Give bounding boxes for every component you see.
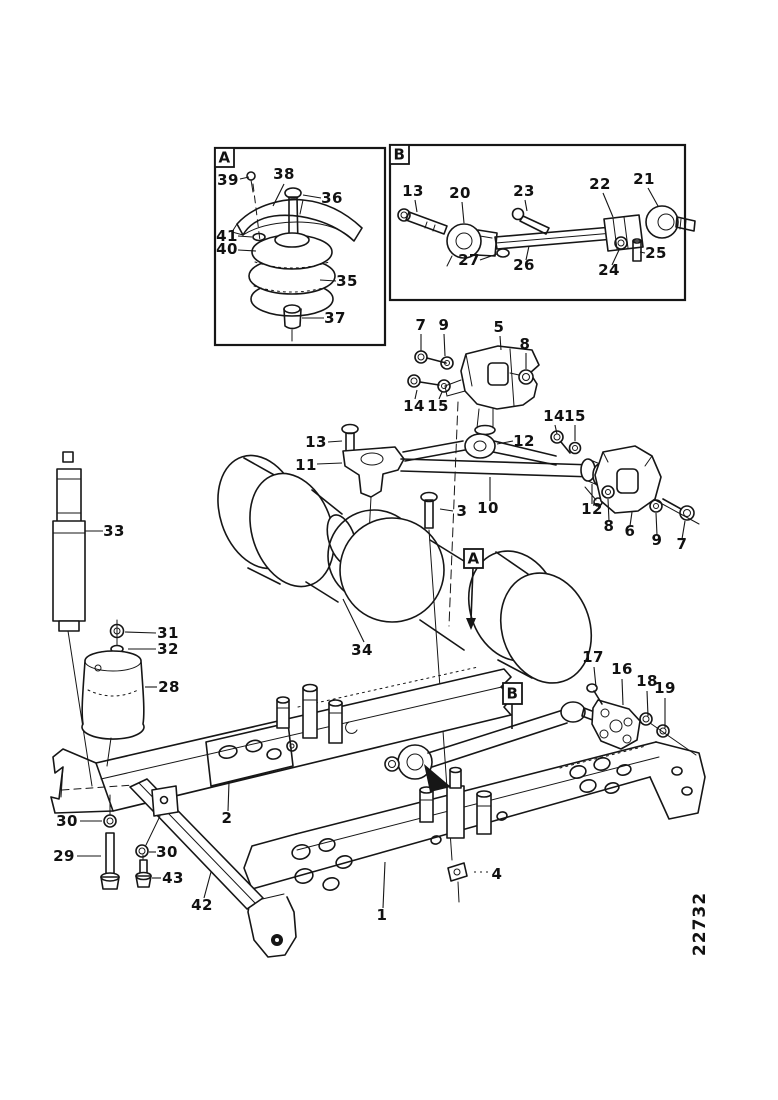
callout-leader (440, 509, 453, 511)
callout-label: 18 (636, 672, 658, 690)
callout-label: 13 (305, 433, 327, 451)
detail-ref-label: A (467, 549, 480, 568)
callout-label: 23 (513, 182, 535, 200)
callout-label: 10 (477, 499, 499, 517)
detail-ref-label: B (506, 684, 519, 703)
callout-label: 20 (449, 184, 471, 202)
callout-label: 37 (324, 309, 346, 327)
callout-label: 32 (157, 640, 179, 658)
callout-label: 9 (438, 316, 450, 334)
callout-leader (622, 679, 623, 705)
callout-label: 31 (157, 624, 179, 642)
inset-label: A (218, 148, 231, 167)
callout-label: 39 (217, 171, 239, 189)
axle-housing (204, 444, 605, 860)
callout-label: 12 (581, 500, 603, 518)
callout-label: 6 (624, 522, 636, 540)
callout-label: 42 (191, 896, 213, 914)
callout-label: 14 (543, 407, 565, 425)
shock-absorber (53, 452, 92, 786)
callout-leader (383, 862, 385, 908)
frame-rail-rear (244, 742, 705, 957)
callout-label: 33 (103, 522, 125, 540)
callout-label: 9 (651, 531, 663, 549)
callout-leader (328, 441, 342, 442)
callout-label: 7 (415, 316, 427, 334)
callout-label: 14 (403, 397, 425, 415)
callout-label: 3 (456, 502, 468, 520)
callout-leader (525, 200, 527, 211)
callout-label: 36 (321, 189, 343, 207)
callout-leader (415, 200, 417, 212)
callout-label: 2 (221, 809, 233, 827)
callout-leader (228, 782, 229, 811)
callout-label: 7 (676, 535, 688, 553)
callout-label: 25 (645, 244, 667, 262)
callout-label: 40 (216, 240, 238, 258)
callout-label: 38 (273, 165, 295, 183)
callout-label: 11 (295, 456, 317, 474)
callout-leader (303, 195, 321, 198)
callout-leader (273, 184, 284, 206)
callout-label: 15 (427, 397, 449, 415)
callout-label: 41 (216, 227, 238, 245)
callout-label: 35 (336, 272, 358, 290)
callout-label: 29 (53, 847, 75, 865)
callout-label: 34 (351, 641, 373, 659)
detail-ref-leader (471, 568, 473, 620)
callout-leader (603, 193, 613, 217)
callout-leader (238, 236, 252, 237)
callout-label: 30 (156, 843, 178, 861)
cross-tube (130, 779, 263, 909)
callout-label: 17 (582, 648, 604, 666)
callout-label: 12 (513, 432, 535, 450)
callout-label: 43 (162, 869, 184, 887)
callout-label: 22 (589, 175, 611, 193)
callout-label: 8 (603, 517, 615, 535)
callout-leader (204, 872, 211, 898)
air-bellows-assembly (82, 620, 144, 766)
callout-label: 21 (633, 170, 655, 188)
callout-label: 1 (376, 906, 388, 924)
callout-label: 4 (491, 865, 503, 883)
callout-label: 28 (158, 678, 180, 696)
callout-label: 13 (402, 182, 424, 200)
callout-leader (444, 334, 445, 356)
callout-label: 5 (493, 318, 505, 336)
callout-label: 26 (513, 256, 535, 274)
inset-label: B (393, 145, 406, 164)
callout-leader (125, 632, 156, 633)
callout-label: 19 (654, 679, 676, 697)
callout-label: 16 (611, 660, 633, 678)
figure-number: 22732 (690, 891, 710, 957)
callout-label: 8 (519, 335, 531, 353)
callout-leader (317, 463, 342, 464)
callout-leader (647, 691, 648, 716)
callout-label: 30 (56, 812, 78, 830)
callout-leader (462, 202, 464, 223)
callout-label: 15 (564, 407, 586, 425)
callout-leader (648, 188, 658, 206)
callout-label: 27 (458, 251, 480, 269)
callout-label: 24 (598, 261, 620, 279)
